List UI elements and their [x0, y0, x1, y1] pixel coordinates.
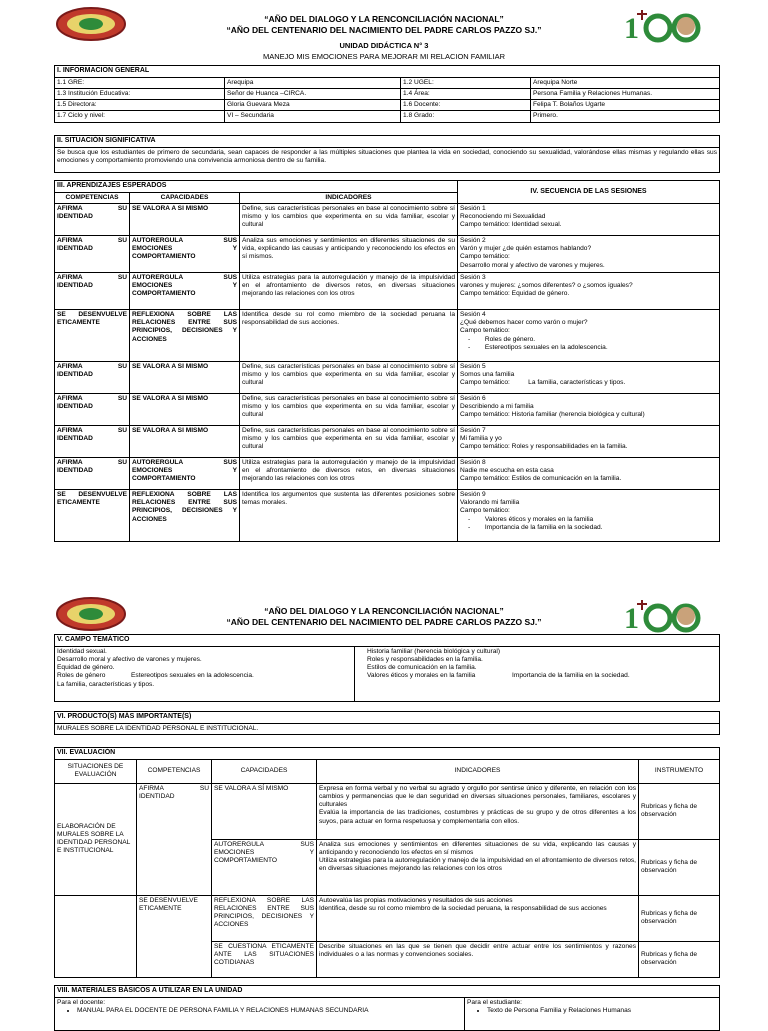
evaluacion-indicador [317, 839, 639, 895]
session-line: Campo temático: [460, 327, 510, 335]
svg-text:1: 1 [624, 602, 639, 635]
evaluacion-capacidad: AUTORERGULA SUS EMOCIONES Y COMPORTAMIENTO [212, 839, 317, 895]
info-value: Arequipa Norte [531, 77, 720, 88]
competencia-cell: SE DESENVUELVE ETICAMENTE [55, 309, 130, 361]
session-number: Sesión 9 [460, 490, 486, 498]
col-instrumento: INSTRUMENTO [639, 759, 720, 783]
evaluacion-instrumento: Rubricas y ficha de observación [639, 895, 720, 941]
capacidad-cell: AUTORERGULA SUS EMOCIONES Y COMPORTAMIENTO [130, 235, 240, 272]
session-line: Somos una familia [460, 371, 515, 379]
info-value: Señor de Huanca –CIRCA. [225, 88, 401, 99]
session-line: Desarrollo moral y afectivo de varones y mujeres. [460, 261, 605, 269]
session-line: Valorando mi familia [460, 499, 520, 507]
info-label: 1.3 Institución Educativa: [55, 88, 225, 99]
producto-title: VI. PRODUCTO(S) MÁS IMPORTANTE(S) [55, 712, 720, 724]
session-line: Campo temático: Historia familiar (herencia biológica y cultural) [460, 411, 645, 419]
indicador-cell: Analiza sus emociones y sentimientos en diferentes situaciones de su vida, explicando las causas y anticipando y reconociendo los efectos en sí mismos. [240, 235, 458, 272]
materiales-estudiante [465, 997, 720, 1030]
session-line: - Estereotipos sexuales en la adolescencia. [468, 343, 608, 351]
producto-text: MURALES SOBRE LA IDENTIDAD PERSONAL E INSTITUCIONAL. [55, 723, 720, 734]
info-label: 1.8 Grado: [401, 111, 531, 122]
sesion-cell [458, 489, 720, 541]
sesion-cell [458, 361, 720, 393]
sesion-cell [458, 203, 720, 235]
campo-title: V. CAMPO TEMÁTICO [55, 635, 720, 647]
info-label: 1.7 Ciclo y nivel: [55, 111, 225, 122]
indicator-line: Analiza sus emociones y sentimientos en diferentes situaciones de su vida, explicando las causas y anticipando y reconociendo los efectos en sí mismos [319, 840, 636, 856]
competencia-cell: AFIRMA SU IDENTIDAD [55, 393, 130, 425]
table-row [55, 393, 720, 425]
table-row [55, 309, 720, 361]
session-line: varones y mujeres: ¿somos diferentes? o ¿somos iguales? [460, 282, 633, 290]
competencia-cell: AFIRMA SU IDENTIDAD [55, 235, 130, 272]
info-value: VI – Secundaria [225, 111, 401, 122]
campo-left [55, 646, 355, 701]
list-item: Desarrollo moral y afectivo de varones y mujeres. [57, 655, 202, 663]
indicador-cell: Define, sus características personales en base al conocimiento sobre sí mismo y los cambios que experimenta en su vida familiar, escolar y cultural [240, 425, 458, 457]
info-label: 1.5 Directora: [55, 100, 225, 111]
list-item: Roles y responsabilidades en la familia. [367, 655, 483, 663]
centenary-line: “AÑO DEL CENTENARIO DEL NACIMIENTO DEL PADRE CARLOS PAZZO SJ.” [226, 617, 542, 627]
capacidad-cell: SE VALORA A SI MISMO [130, 203, 240, 235]
session-number: Sesión 4 [460, 310, 486, 318]
evaluacion-competencia: AFIRMA SU IDENTIDAD [137, 783, 212, 895]
info-value: Arequipa [225, 77, 401, 88]
table-row [55, 235, 720, 272]
capacidad-cell: SE VALORA A SI MISMO [130, 393, 240, 425]
materiales-docente [55, 997, 465, 1030]
info-label: 1.1 GRE: [55, 77, 225, 88]
session-line: ¿Qué debemos hacer como varón o mujer? [460, 319, 588, 327]
indicador-cell: Utiliza estrategias para la autorregulación y manejo de la impulsividad en el afrontamiento de diversos retos, en diversas situaciones mejorando las relaciones con los otros [240, 272, 458, 309]
competencia-cell: AFIRMA SU IDENTIDAD [55, 457, 130, 489]
evaluacion-competencia: SE DESENVUELVE ETICAMENTE [137, 895, 212, 977]
unit-number: UNIDAD DIDÁCTICA N° 3 [339, 41, 429, 50]
sesion-cell [458, 235, 720, 272]
table-row [55, 425, 720, 457]
list-item: Historia familiar (herencia biológica y cultural) [367, 647, 501, 655]
table-row [55, 361, 720, 393]
session-number: Sesión 5 [460, 362, 486, 370]
capacidad-cell: SE VALORA A SI MISMO [130, 361, 240, 393]
evaluacion-indicador [317, 783, 639, 839]
centenary-logo-icon [622, 596, 718, 636]
session-line: Campo temático: [460, 253, 510, 261]
list-item: • MANUAL PARA EL DOCENTE DE PERSONA FAMILIA Y RELACIONES HUMANAS SECUNDARIA [77, 1007, 462, 1015]
competencia-cell: AFIRMA SU IDENTIDAD [55, 425, 130, 457]
session-number: Sesión 3 [460, 273, 486, 281]
session-line: Describiendo a mi familia [460, 403, 534, 411]
sesion-cell [458, 393, 720, 425]
session-line: Campo temático: La familia, características y tipos. [460, 379, 626, 387]
list-item: Valores éticos y morales en la familia Importancia de la familia en la sociedad. [367, 672, 630, 680]
session-line: Campo temático: Estilos de comunicación en la familia. [460, 475, 622, 483]
indicador-cell: Define, sus características personales en base al conocimiento sobre sí mismo y los cambios que experimenta en su vida familiar, escolar y cultural [240, 393, 458, 425]
session-line: - Roles de género. [468, 335, 536, 343]
centenary-logo-icon [622, 6, 718, 46]
table-row [55, 895, 720, 941]
info-label: 1.4 Área: [401, 88, 531, 99]
list-item: Equidad de género. [57, 664, 115, 672]
sesion-cell [458, 272, 720, 309]
info-label: 1.6 Docente: [401, 100, 531, 111]
capacidad-cell: REFLEXIONA SOBRE LAS RELACIONES ENTRE SUS PRINCIPIOS, DECISIONES Y ACCIONES [130, 489, 240, 541]
aprendizajes-title: III. APRENDIZAJES ESPERADOS [55, 181, 458, 193]
list-item: Estilos de comunicación en la familia. [367, 664, 477, 672]
sesion-cell [458, 309, 720, 361]
col-indicadores: INDICADORES [317, 759, 639, 783]
competencia-cell: SE DESENVUELVE ETICAMENTE [55, 489, 130, 541]
centenary-line: “AÑO DEL CENTENARIO DEL NACIMIENTO DEL PADRE CARLOS PAZZO SJ.” [226, 25, 542, 35]
evaluacion-capacidad: SE CUESTIONA ETICAMENTE ANTE LAS SITUACIONES COTIDIANAS [212, 941, 317, 977]
table-row [55, 111, 720, 122]
table-row [55, 100, 720, 111]
capacidad-cell: REFLEXIONA SOBRE LAS RELACIONES ENTRE SUS PRINCIPIOS, DECISIONES Y ACCIONES [130, 309, 240, 361]
indicator-line: Describe situaciones en las que se tienen que decidir entre actuar entre los sentimientos y razones individuales o a las normas y convenciones sociales. [319, 942, 636, 958]
year-line: “AÑO DEL DIALOGO Y LA RENCONCILIACIÓN NACIONAL” [264, 14, 504, 24]
info-label: 1.2 UGEL: [401, 77, 531, 88]
school-logo-icon [55, 6, 127, 42]
campo-right [355, 646, 720, 701]
indicator-line: Autoevalúa las propias motivaciones y resultados de sus acciones [319, 896, 513, 904]
evaluacion-instrumento: Rubricas y ficha de observación [639, 941, 720, 977]
info-value: Gloria Guevara Meza [225, 100, 401, 111]
info-value: Persona Familia y Relaciones Humanas. [531, 88, 720, 99]
session-line: Mi familia y yo [460, 435, 502, 443]
session-line: Campo temático: Roles y responsabilidades en la familia. [460, 443, 628, 451]
table-row [55, 88, 720, 99]
situacion-text: Se busca que los estudiantes de primero de secundaria, sean capaces de responder a las múltiples situaciones que plantea la vida en sociedad, conociendo su sexualidad, valorándose ellas mismas y regulando ellas sus emociones y comportamiento promoviendo una convivencia armoniosa dentro de su familia. [55, 147, 720, 172]
table-row [55, 77, 720, 88]
list-item: • Texto de Persona Familia y Relaciones Humanas [487, 1007, 717, 1015]
competencia-cell: AFIRMA SU IDENTIDAD [55, 272, 130, 309]
session-line: Campo temático: Identidad sexual. [460, 221, 562, 229]
campo-table [54, 634, 720, 702]
session-line: Reconociendo mi Sexualidad [460, 213, 546, 221]
evaluacion-situacion-empty [55, 895, 137, 977]
session-line: Nadie me escucha en esta casa [460, 467, 554, 475]
situacion-table [54, 135, 720, 173]
evaluacion-capacidad: SE VALORA A SÍ MISMO [212, 783, 317, 839]
svg-text:1: 1 [624, 12, 639, 45]
list-item: Identidad sexual. [57, 647, 107, 655]
evaluacion-title: VII. EVALUACIÓN [55, 748, 720, 760]
table-row [55, 272, 720, 309]
table-row [55, 457, 720, 489]
evaluacion-indicador [317, 895, 639, 941]
list-item: La familia, características y tipos. [57, 680, 155, 688]
indicator-line: Expresa en forma verbal y no verbal su agrado y orgullo por sentirse único y diferente, en relación con los cambios y permanencias que le dan seguridad en diversas situaciones personales, familiares, escolares y culturales [319, 784, 636, 809]
page-header [0, 0, 768, 64]
evaluacion-situacion: ELABORACIÓN DE MURALES SOBRE LA IDENTIDAD PERSONAL E INSTITUCIONAL [55, 783, 137, 895]
page-header [0, 590, 768, 634]
col-competencias: COMPETENCIAS [137, 759, 212, 783]
col-situaciones: SITUACIONES DE EVALUACIÓN [55, 759, 137, 783]
col-capacidades: CAPACIDADES [212, 759, 317, 783]
evaluacion-instrumento: Rubricas y ficha de observación [639, 839, 720, 895]
info-value: Felipa T. Bolaños Ugarte [531, 100, 720, 111]
col-competencias: COMPETENCIAS [55, 192, 130, 203]
producto-table [54, 711, 720, 735]
indicator-line: Evalúa la importancia de las tradiciones, costumbres y prácticas de su grupo y de otros diferentes a los suyos, para actuar en forma respetuosa y complementaria con ellos. [319, 809, 636, 825]
year-line: “AÑO DEL DIALOGO Y LA RENCONCILIACIÓN NACIONAL” [264, 606, 504, 616]
general-info-title: I. INFORMACION GENERAL [55, 66, 720, 78]
capacidad-cell: SE VALORA A SI MISMO [130, 425, 240, 457]
general-info-table [54, 65, 720, 123]
list-item: Roles de género Estereotipos sexuales en la adolescencia. [57, 672, 254, 680]
session-number: Sesión 1 [460, 204, 486, 212]
indicator-line: Utiliza estrategias para la autorregulación y manejo de la impulsividad en el afrontamiento de diversos retos, en diversas situaciones mejorando las relaciones con los otros [319, 857, 636, 873]
session-line: Varón y mujer ¿de quién estamos hablando? [460, 245, 592, 253]
competencia-cell: AFIRMA SU IDENTIDAD [55, 361, 130, 393]
sesion-cell [458, 457, 720, 489]
table-row [55, 783, 720, 839]
evaluacion-indicador [317, 941, 639, 977]
competencia-cell: AFIRMA SU IDENTIDAD [55, 203, 130, 235]
unit-title: MANEJO MIS EMOCIONES PARA MEJORAR MI RELACION FAMILIAR [263, 52, 505, 61]
docente-label: Para el docente: [57, 998, 106, 1006]
session-line: - Importancia de la familia en la sociedad. [468, 523, 603, 531]
indicador-cell: Identifica desde su rol como miembro de la sociedad peruana la responsabilidad de sus acciones. [240, 309, 458, 361]
evaluacion-instrumento: Rubricas y ficha de observación [639, 783, 720, 839]
situacion-title: II. SITUACIÓN SIGNIFICATIVA [55, 136, 720, 148]
capacidad-cell: AUTORERGULA SUS EMOCIONES Y COMPORTAMIENTO [130, 457, 240, 489]
table-row [55, 489, 720, 541]
col-indicadores: INDICADORES [240, 192, 458, 203]
indicador-cell: Identifica los argumentos que sustenta las diferentes posiciones sobre temas morales. [240, 489, 458, 541]
evaluacion-capacidad: REFLEXIONA SOBRE LAS RELACIONES ENTRE SUS PRINCIPIOS, DECISIONES Y ACCIONES [212, 895, 317, 941]
secuencia-title: IV. SECUENCIA DE LAS SESIONES [458, 181, 720, 204]
sesion-cell [458, 425, 720, 457]
indicador-cell: Define, sus características personales en base al conocimiento sobre sí mismo y los cambios que experimenta en su vida familiar, escolar y cultural [240, 203, 458, 235]
indicador-cell: Define, sus características personales en base al conocimiento sobre sí mismo y los cambios que experimenta en su vida familiar, escolar y cultural [240, 361, 458, 393]
materiales-title: VIII. MATERIALES BÁSICOS A UTILIZAR EN LA UNIDAD [55, 986, 720, 998]
page-2 [0, 590, 768, 634]
info-value: Primero. [531, 111, 720, 122]
evaluacion-table [54, 747, 720, 978]
session-line: Campo temático: Equidad de género. [460, 290, 570, 298]
session-number: Sesión 6 [460, 394, 486, 402]
session-line: Campo temático: [460, 507, 510, 515]
session-number: Sesión 8 [460, 458, 486, 466]
indicator-line: Identifica, desde su rol como miembro de la sociedad peruana, la responsabilidad de sus acciones [319, 904, 607, 912]
indicador-cell: Utiliza estrategias para la autorregulación y manejo de la impulsividad en el afrontamiento de diversos retos, en diversas situaciones mejorando las relaciones con los otros [240, 457, 458, 489]
capacidad-cell: AUTORERGULA SUS EMOCIONES Y COMPORTAMIENTO [130, 272, 240, 309]
session-number: Sesión 7 [460, 426, 486, 434]
session-line: - Valores éticos y morales en la familia [468, 515, 594, 523]
session-number: Sesión 2 [460, 236, 486, 244]
table-row [55, 203, 720, 235]
col-capacidades: CAPACIDADES [130, 192, 240, 203]
aprendizajes-table [54, 180, 720, 542]
estudiante-label: Para el estudiante: [467, 998, 522, 1006]
